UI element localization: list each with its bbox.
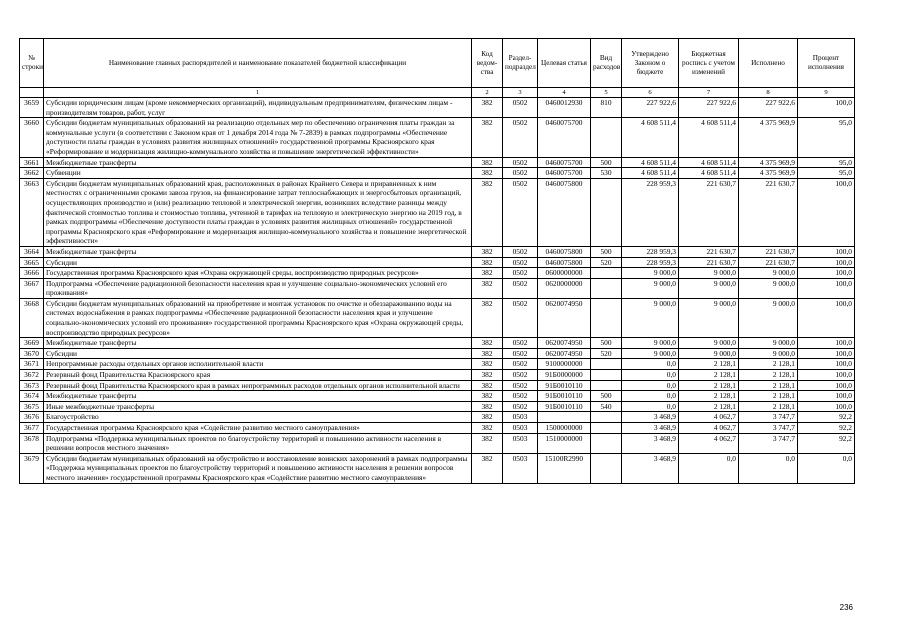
target-article-cell: 1500000000 — [538, 423, 591, 434]
approved-amount-cell: 0,0 — [622, 391, 679, 402]
row-number-cell: 3679 — [20, 453, 44, 483]
table-row — [20, 257, 855, 268]
page-number: 236 — [839, 603, 853, 612]
row-number-cell: 3675 — [20, 401, 44, 412]
target-article-cell: 0460075800 — [538, 178, 591, 246]
row-number-cell: 3669 — [20, 338, 44, 349]
department-code-cell: 382 — [472, 168, 503, 179]
table-row — [20, 359, 855, 370]
table-row — [20, 246, 855, 257]
row-name-cell: Межбюджетные трансферты — [44, 246, 472, 257]
header-target-article: Целевая статья — [538, 39, 591, 88]
budget-list-amount-cell: 9 000,0 — [679, 278, 739, 298]
row-number-cell: 3678 — [20, 433, 44, 453]
percent-cell: 100,0 — [798, 401, 855, 412]
department-code-cell: 382 — [472, 257, 503, 268]
row-number-cell: 3662 — [20, 168, 44, 179]
department-code-cell: 382 — [472, 298, 503, 337]
row-number-cell: 3665 — [20, 257, 44, 268]
row-name-cell: Субсидии бюджетам муниципальных образований края, расположенных в районах Крайнего Севера и приравненных к ним местностях с ограниченными сроками завоза грузов, на финансирование затрат теплоснабжающих и энергосбытовых организаций, осуществляющих производство и (или) реализацию тепловой и электрической энергии, возникших вследствие разницы между фактической стоимостью топлива и стоимостью топлива, учтенной в тарифах на тепловую и электрическую энергию на 2019 год, в рамках подпрограммы «Обеспечение доступности платы граждан в условиях развития жилищных отношений» государственной программы Красноярского края «Реформирование и модернизация жилищно-коммунального хозяйства и повышение энергетической эффективности» — [44, 178, 472, 246]
row-name-cell: Подпрограмма «Поддержка муниципальных проектов по благоустройству территорий и повышению активности населения в решении вопросов местного значения» — [44, 433, 472, 453]
header-expense-type: Вид расходов — [591, 39, 622, 88]
budget-list-amount-cell: 2 128,1 — [679, 391, 739, 402]
percent-cell: 100,0 — [798, 298, 855, 337]
approved-amount-cell: 4 608 511,4 — [622, 157, 679, 168]
target-article-cell: 91Б0000000 — [538, 370, 591, 381]
department-code-cell: 382 — [472, 178, 503, 246]
target-article-cell — [538, 412, 591, 423]
section-cell: 0503 — [503, 412, 538, 423]
row-number-cell: 3667 — [20, 278, 44, 298]
table-row — [20, 268, 855, 279]
target-article-cell: 0620000000 — [538, 278, 591, 298]
executed-amount-cell: 227 922,6 — [739, 98, 798, 118]
budget-list-amount-cell: 9 000,0 — [679, 268, 739, 279]
section-cell: 0502 — [503, 157, 538, 168]
row-name-cell: Государственная программа Красноярского края «Охрана окружающей среды, воспроизводство природных ресурсов» — [44, 268, 472, 279]
percent-cell: 95,0 — [798, 168, 855, 179]
budget-list-amount-cell: 221 630,7 — [679, 246, 739, 257]
percent-cell: 95,0 — [798, 157, 855, 168]
section-cell: 0502 — [503, 278, 538, 298]
target-article-cell: 91Б0010110 — [538, 401, 591, 412]
table-row — [20, 157, 855, 168]
target-article-cell: 0460075700 — [538, 118, 591, 157]
budget-list-amount-cell: 4 062,7 — [679, 433, 739, 453]
target-article-cell: 0620074950 — [538, 298, 591, 337]
department-code-cell: 382 — [472, 246, 503, 257]
row-name-cell: Резервный фонд Правительства Красноярского края — [44, 370, 472, 381]
row-number-cell: 3668 — [20, 298, 44, 337]
percent-cell: 100,0 — [798, 359, 855, 370]
executed-amount-cell: 9 000,0 — [739, 338, 798, 349]
column-number: 3 — [503, 88, 538, 98]
row-name-cell: Благоустройство — [44, 412, 472, 423]
row-number-cell: 3664 — [20, 246, 44, 257]
row-name-cell: Субсидии — [44, 257, 472, 268]
percent-cell: 100,0 — [798, 98, 855, 118]
row-number-cell: 3673 — [20, 380, 44, 391]
target-article-cell: 0460012930 — [538, 98, 591, 118]
column-number: 8 — [739, 88, 798, 98]
expense-type-cell: 500 — [591, 157, 622, 168]
percent-cell: 100,0 — [798, 338, 855, 349]
expense-type-cell: 500 — [591, 391, 622, 402]
executed-amount-cell: 2 128,1 — [739, 370, 798, 381]
executed-amount-cell: 221 630,7 — [739, 246, 798, 257]
budget-list-amount-cell: 4 062,7 — [679, 412, 739, 423]
percent-cell: 92,2 — [798, 412, 855, 423]
executed-amount-cell: 3 747,7 — [739, 412, 798, 423]
percent-cell: 92,2 — [798, 433, 855, 453]
budget-table — [19, 38, 855, 484]
row-number-cell: 3666 — [20, 268, 44, 279]
approved-amount-cell: 9 000,0 — [622, 268, 679, 279]
budget-list-amount-cell: 2 128,1 — [679, 359, 739, 370]
approved-amount-cell: 3 468,9 — [622, 423, 679, 434]
expense-type-cell — [591, 298, 622, 337]
row-number-cell: 3670 — [20, 348, 44, 359]
header-budget-list: Бюджетная роспись с учетом изменений — [679, 39, 739, 88]
column-number — [20, 88, 44, 98]
expense-type-cell — [591, 380, 622, 391]
row-name-cell: Межбюджетные трансферты — [44, 391, 472, 402]
row-name-cell: Межбюджетные трансферты — [44, 338, 472, 349]
header-department-code: Код ведом-ства — [472, 39, 503, 88]
expense-type-cell — [591, 178, 622, 246]
row-number-cell: 3672 — [20, 370, 44, 381]
column-number: 7 — [679, 88, 739, 98]
table-row — [20, 433, 855, 453]
column-number: 2 — [472, 88, 503, 98]
approved-amount-cell: 3 468,9 — [622, 433, 679, 453]
percent-cell: 100,0 — [798, 278, 855, 298]
target-article-cell: 0600000000 — [538, 268, 591, 279]
executed-amount-cell: 9 000,0 — [739, 298, 798, 337]
budget-list-amount-cell: 2 128,1 — [679, 370, 739, 381]
expense-type-cell: 530 — [591, 168, 622, 179]
row-name-cell: Субсидии юридическим лицам (кроме некоммерческих организаций), индивидуальным предпринимателям, физическим лицам - производителям товаров, работ, услуг — [44, 98, 472, 118]
executed-amount-cell: 221 630,7 — [739, 178, 798, 246]
percent-cell: 92,2 — [798, 423, 855, 434]
row-number-cell: 3674 — [20, 391, 44, 402]
target-article-cell: 1510000000 — [538, 433, 591, 453]
section-cell: 0502 — [503, 246, 538, 257]
target-article-cell: 91Б0010110 — [538, 391, 591, 402]
header-row — [20, 39, 855, 88]
department-code-cell: 382 — [472, 278, 503, 298]
section-cell: 0502 — [503, 380, 538, 391]
section-cell: 0502 — [503, 268, 538, 279]
row-name-cell: Субсидии — [44, 348, 472, 359]
executed-amount-cell: 9 000,0 — [739, 348, 798, 359]
expense-type-cell — [591, 268, 622, 279]
header-name: Наименование главных распорядителей и наименование показателей бюджетной классификации — [44, 39, 472, 88]
percent-cell: 0,0 — [798, 453, 855, 483]
percent-cell: 100,0 — [798, 246, 855, 257]
department-code-cell: 382 — [472, 157, 503, 168]
section-cell: 0503 — [503, 423, 538, 434]
expense-type-cell: 540 — [591, 401, 622, 412]
budget-list-amount-cell: 2 128,1 — [679, 401, 739, 412]
table-row — [20, 298, 855, 337]
percent-cell: 100,0 — [798, 268, 855, 279]
column-number: 5 — [591, 88, 622, 98]
section-cell: 0502 — [503, 391, 538, 402]
expense-type-cell — [591, 423, 622, 434]
section-cell: 0503 — [503, 433, 538, 453]
executed-amount-cell: 2 128,1 — [739, 401, 798, 412]
department-code-cell: 382 — [472, 453, 503, 483]
department-code-cell: 382 — [472, 118, 503, 157]
department-code-cell: 382 — [472, 423, 503, 434]
executed-amount-cell: 9 000,0 — [739, 268, 798, 279]
header-executed: Исполнено — [739, 39, 798, 88]
approved-amount-cell: 0,0 — [622, 370, 679, 381]
department-code-cell: 382 — [472, 380, 503, 391]
target-article-cell: 0460075700 — [538, 157, 591, 168]
table-row — [20, 370, 855, 381]
section-cell: 0503 — [503, 453, 538, 483]
row-number-cell: 3676 — [20, 412, 44, 423]
expense-type-cell: 500 — [591, 338, 622, 349]
department-code-cell: 382 — [472, 348, 503, 359]
percent-cell: 100,0 — [798, 348, 855, 359]
approved-amount-cell: 0,0 — [622, 401, 679, 412]
budget-list-amount-cell: 221 630,7 — [679, 178, 739, 246]
row-name-cell: Субсидии бюджетам муниципальных образований на обустройство и восстановление воинских захоронений в рамках подпрограммы «Поддержка муниципальных проектов по благоустройству территорий и повышению активности населения в решении вопросов местного значения» государственной программы Красноярского края «Содействие развитию местного самоуправления» — [44, 453, 472, 483]
approved-amount-cell: 4 608 511,4 — [622, 168, 679, 179]
table-row — [20, 391, 855, 402]
row-name-cell: Непрограммные расходы отдельных органов исполнительной власти — [44, 359, 472, 370]
budget-list-amount-cell: 9 000,0 — [679, 348, 739, 359]
budget-list-amount-cell: 4 608 511,4 — [679, 118, 739, 157]
expense-type-cell — [591, 370, 622, 381]
executed-amount-cell: 221 630,7 — [739, 257, 798, 268]
expense-type-cell: 520 — [591, 257, 622, 268]
section-cell: 0502 — [503, 98, 538, 118]
percent-cell: 100,0 — [798, 391, 855, 402]
row-name-cell: Межбюджетные трансферты — [44, 157, 472, 168]
row-number-cell: 3677 — [20, 423, 44, 434]
row-name-cell: Резервный фонд Правительства Красноярского края в рамках непрограммных расходов отдельных органов исполнительной власти — [44, 380, 472, 391]
percent-cell: 100,0 — [798, 380, 855, 391]
table-row — [20, 98, 855, 118]
approved-amount-cell: 9 000,0 — [622, 338, 679, 349]
column-number: 9 — [798, 88, 855, 98]
executed-amount-cell: 4 375 969,9 — [739, 168, 798, 179]
department-code-cell: 382 — [472, 401, 503, 412]
section-cell: 0502 — [503, 338, 538, 349]
table-row — [20, 348, 855, 359]
percent-cell: 95,0 — [798, 118, 855, 157]
table-row — [20, 278, 855, 298]
approved-amount-cell: 3 468,9 — [622, 453, 679, 483]
approved-amount-cell: 9 000,0 — [622, 348, 679, 359]
approved-amount-cell: 0,0 — [622, 359, 679, 370]
row-number-cell: 3660 — [20, 118, 44, 157]
row-name-cell: Иные межбюджетные трансферты — [44, 401, 472, 412]
department-code-cell: 382 — [472, 359, 503, 370]
percent-cell: 100,0 — [798, 178, 855, 246]
header-row-number: № строки — [20, 39, 44, 88]
section-cell: 0502 — [503, 257, 538, 268]
executed-amount-cell: 2 128,1 — [739, 359, 798, 370]
approved-amount-cell: 4 608 511,4 — [622, 118, 679, 157]
header-section: Раздел-подраздел — [503, 39, 538, 88]
approved-amount-cell: 228 959,3 — [622, 246, 679, 257]
expense-type-cell — [591, 118, 622, 157]
expense-type-cell: 520 — [591, 348, 622, 359]
row-name-cell: Государственная программа Красноярского края «Содействие развитию местного самоуправления» — [44, 423, 472, 434]
department-code-cell: 382 — [472, 391, 503, 402]
executed-amount-cell: 3 747,7 — [739, 423, 798, 434]
target-article-cell: 9100000000 — [538, 359, 591, 370]
target-article-cell: 0460075800 — [538, 257, 591, 268]
row-name-cell: Субсидии бюджетам муниципальных образований на реализацию отдельных мер по обеспечению ограничения платы граждан за коммунальные услуги (в соответствии с Законом края от 1 декабря 2014 года № 7-2839) в рамках подпрограммы «Обеспечение доступности платы граждан в условиях развития жилищных отношений» государственной программы Красноярского края «Реформирование и модернизация жилищно-коммунального хозяйства и повышение энергетической эффективности» — [44, 118, 472, 157]
budget-list-amount-cell: 221 630,7 — [679, 257, 739, 268]
budget-list-amount-cell: 2 128,1 — [679, 380, 739, 391]
expense-type-cell: 500 — [591, 246, 622, 257]
target-article-cell: 0620074950 — [538, 348, 591, 359]
section-cell: 0502 — [503, 178, 538, 246]
target-article-cell: 91Б0010110 — [538, 380, 591, 391]
budget-list-amount-cell: 9 000,0 — [679, 298, 739, 337]
expense-type-cell — [591, 278, 622, 298]
section-cell: 0502 — [503, 168, 538, 179]
row-name-cell: Подпрограмма «Обеспечение радиационной безопасности населения края и улучшение социально-экономических условий его проживания» — [44, 278, 472, 298]
department-code-cell: 382 — [472, 268, 503, 279]
row-number-cell: 3671 — [20, 359, 44, 370]
budget-list-amount-cell: 9 000,0 — [679, 338, 739, 349]
column-number: 6 — [622, 88, 679, 98]
executed-amount-cell: 4 375 969,9 — [739, 157, 798, 168]
expense-type-cell — [591, 359, 622, 370]
row-number-cell: 3659 — [20, 98, 44, 118]
table-row — [20, 338, 855, 349]
approved-amount-cell: 3 468,9 — [622, 412, 679, 423]
budget-list-amount-cell: 227 922,6 — [679, 98, 739, 118]
table-row — [20, 168, 855, 179]
section-cell: 0502 — [503, 401, 538, 412]
approved-amount-cell: 9 000,0 — [622, 298, 679, 337]
department-code-cell: 382 — [472, 98, 503, 118]
approved-amount-cell: 228 959,3 — [622, 257, 679, 268]
budget-list-amount-cell: 4 608 511,4 — [679, 157, 739, 168]
section-cell: 0502 — [503, 370, 538, 381]
percent-cell: 100,0 — [798, 257, 855, 268]
approved-amount-cell: 228 959,3 — [622, 178, 679, 246]
table-row — [20, 380, 855, 391]
target-article-cell: 0460075800 — [538, 246, 591, 257]
executed-amount-cell: 4 375 969,9 — [739, 118, 798, 157]
budget-list-amount-cell: 0,0 — [679, 453, 739, 483]
table-row — [20, 412, 855, 423]
department-code-cell: 382 — [472, 412, 503, 423]
department-code-cell: 382 — [472, 338, 503, 349]
approved-amount-cell: 227 922,6 — [622, 98, 679, 118]
executed-amount-cell: 3 747,7 — [739, 433, 798, 453]
target-article-cell: 0620074950 — [538, 338, 591, 349]
target-article-cell: 0460075700 — [538, 168, 591, 179]
header-approved: Утверждено Законом о бюджете — [622, 39, 679, 88]
row-number-cell: 3661 — [20, 157, 44, 168]
row-number-cell: 3663 — [20, 178, 44, 246]
executed-amount-cell: 9 000,0 — [739, 278, 798, 298]
column-number: 1 — [44, 88, 472, 98]
expense-type-cell — [591, 453, 622, 483]
expense-type-cell — [591, 433, 622, 453]
section-cell: 0502 — [503, 118, 538, 157]
approved-amount-cell: 0,0 — [622, 380, 679, 391]
section-cell: 0502 — [503, 348, 538, 359]
row-name-cell: Субвенции — [44, 168, 472, 179]
column-number-row — [20, 88, 855, 98]
table-row — [20, 118, 855, 157]
section-cell: 0502 — [503, 298, 538, 337]
expense-type-cell: 810 — [591, 98, 622, 118]
expense-type-cell — [591, 412, 622, 423]
department-code-cell: 382 — [472, 370, 503, 381]
table-row — [20, 401, 855, 412]
row-name-cell: Субсидии бюджетам муниципальных образований на приобретение и монтаж установок по очистке и обеззараживанию воды на системах водоснабжения в рамках подпрограммы «Обеспечение радиационной безопасности населения края и улучшение социально-экономических условий его проживания» государственной программы Красноярского края «Охрана окружающей среды, воспроизводство природных ресурсов» — [44, 298, 472, 337]
section-cell: 0502 — [503, 359, 538, 370]
executed-amount-cell: 2 128,1 — [739, 391, 798, 402]
column-number: 4 — [538, 88, 591, 98]
table-row — [20, 178, 855, 246]
table-row — [20, 453, 855, 483]
approved-amount-cell: 9 000,0 — [622, 278, 679, 298]
percent-cell: 100,0 — [798, 370, 855, 381]
target-article-cell: 15100R2990 — [538, 453, 591, 483]
table-row — [20, 423, 855, 434]
department-code-cell: 382 — [472, 433, 503, 453]
budget-list-amount-cell: 4 608 511,4 — [679, 168, 739, 179]
executed-amount-cell: 2 128,1 — [739, 380, 798, 391]
budget-list-amount-cell: 4 062,7 — [679, 423, 739, 434]
header-percent: Процент исполнения — [798, 39, 855, 88]
executed-amount-cell: 0,0 — [739, 453, 798, 483]
